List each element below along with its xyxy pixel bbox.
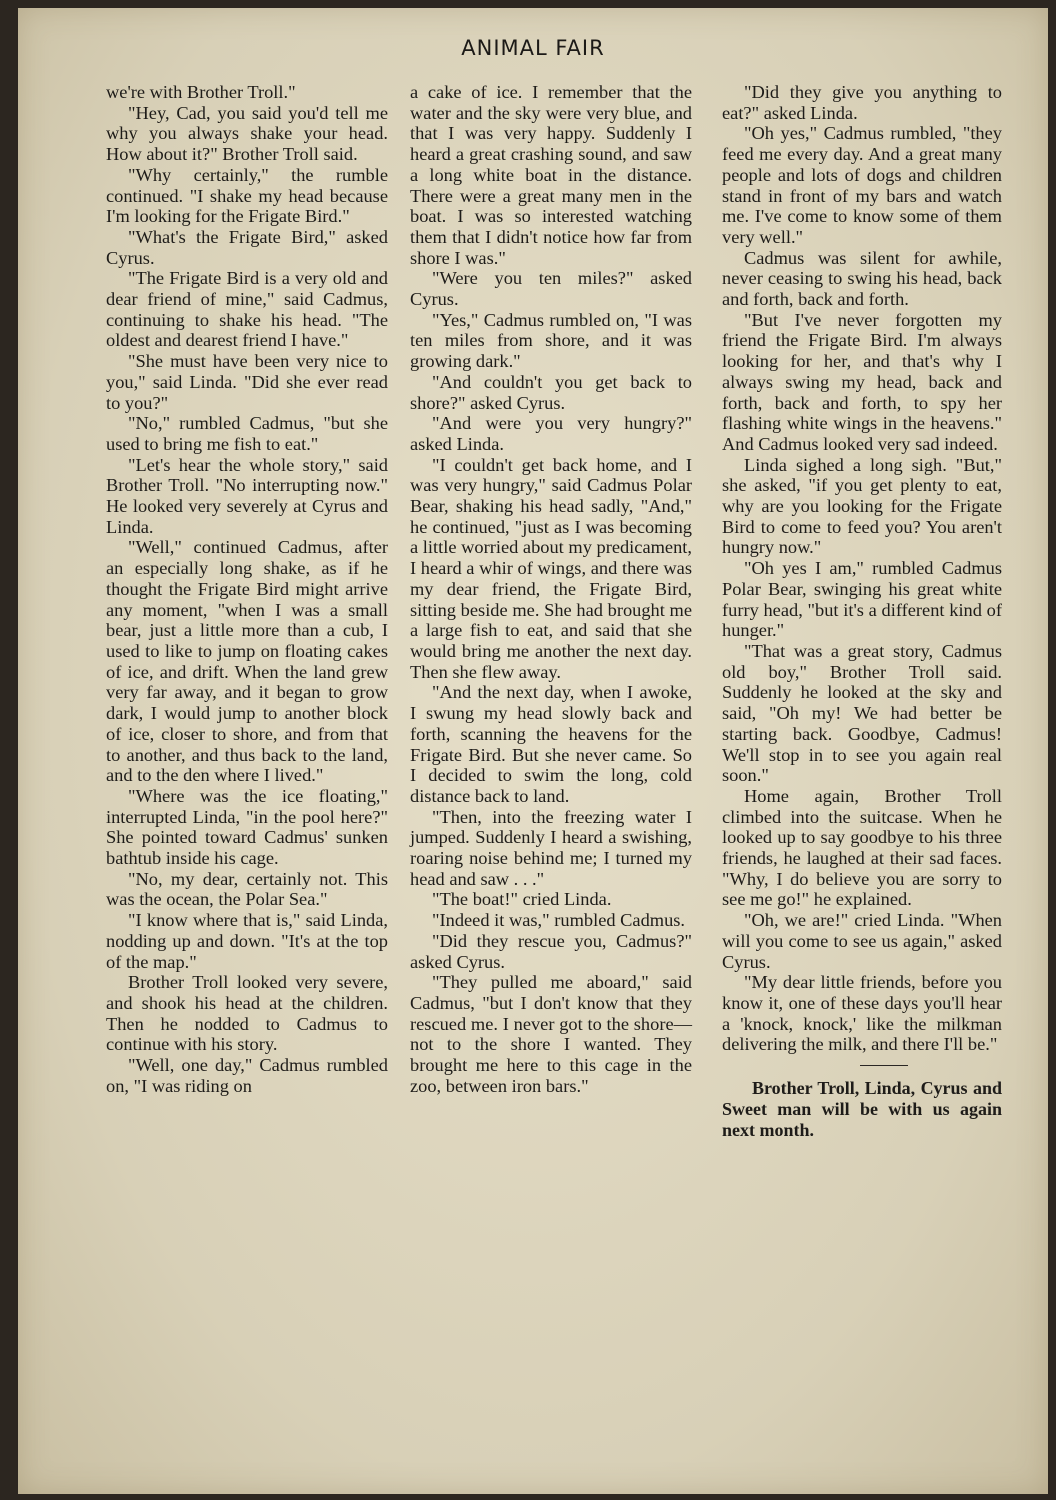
page-title: ANIMAL FAIR bbox=[461, 36, 605, 60]
paragraph: "No, my dear, certainly not. This was the ocean, the Polar Sea." bbox=[106, 868, 388, 910]
paragraph: "Yes," Cadmus rumbled on, "I was ten miles from shore, and it was growing dark." bbox=[410, 309, 692, 372]
paragraph: "No," rumbled Cadmus, "but she used to bring me fish to eat." bbox=[106, 413, 388, 454]
text-column-1 bbox=[106, 82, 388, 1096]
paragraph: "Well," continued Cadmus, after an especially long shake, as if he thought the Frigate Bird might arrive any moment, "when I was a small bear, just a little more than a cub, I used to like to jump on floating cakes of ice, and drift. When the land grew very far away, and it began to grow dark, I would jump to another block of ice, closer to shore, and from that to another, and thus back to the land, and to the den where I lived." bbox=[106, 537, 388, 786]
paragraph: "What's the Frigate Bird," asked Cyrus. bbox=[106, 226, 388, 268]
magazine-page bbox=[18, 8, 1048, 1494]
paragraph: "They pulled me aboard," said Cadmus, "but I don't know that they rescued me. I never got to the shore—not to the shore I wanted. They brought me here to this cage in the zoo, between iron bars." bbox=[410, 972, 692, 1096]
closing-note: Brother Troll, Linda, Cyrus and Sweet man will be with us again next month. bbox=[722, 1078, 1002, 1141]
paragraph: "Oh yes I am," rumbled Cadmus Polar Bear, swinging his great white furry head, "but it's a different kind of hunger." bbox=[722, 558, 1002, 641]
text-column-2 bbox=[410, 82, 692, 1096]
text-column-3 bbox=[722, 82, 1002, 1141]
paragraph: "The boat!" cried Linda. bbox=[432, 889, 612, 910]
paragraph: "She must have been very nice to you," said Linda. "Did she ever read to you?" bbox=[106, 351, 388, 413]
paragraph: "Oh yes," Cadmus rumbled, "they feed me every day. And a great many people and lots of dogs and children stand in front of my bars and watch me. I've come to know some of them very well." bbox=[722, 123, 1002, 247]
paragraph: Home again, Brother Troll climbed into the suitcase. When he looked up to say goodbye to his three friends, he laughed at their sad faces. "Why, I do believe you are sorry to see me go!" he explained. bbox=[722, 785, 1002, 910]
paragraph: "My dear little friends, before you know it, one of these days you'll hear a 'knock, knock,' like the milkman delivering the milk, and there I'll be." bbox=[722, 972, 1002, 1055]
paragraph: "That was a great story, Cadmus old boy," Brother Troll said. Suddenly he looked at the sky and said, "Oh my! We had better be starting back. Goodbye, Cadmus! We'll stop in to see you again real soon." bbox=[722, 640, 1002, 786]
paragraph: Cadmus was silent for awhile, never ceasing to swing his head, back and forth, back and forth. bbox=[722, 247, 1002, 310]
paragraph: "I couldn't get back home, and I was very hungry," said Cadmus Polar Bear, shaking his head sadly, "And," he continued, "just as I was becoming a little worried about my predicament, I heard a whir of wings, and there was my dear friend, the Frigate Bird, sitting beside me. She had brought me a large fish to eat, and said that she would bring me another the next day. Then she flew away. bbox=[410, 454, 692, 682]
paragraph: "The Frigate Bird is a very old and dear friend of mine," said Cadmus, continuing to shake his head. "The oldest and dearest friend I have." bbox=[106, 268, 388, 351]
paragraph: "Were you ten miles?" asked Cyrus. bbox=[410, 268, 692, 310]
paragraph: "And were you very hungry?" asked Linda. bbox=[410, 413, 692, 454]
paragraph: Brother Troll looked very severe, and shook his head at the children. Then he nodded to Cadmus to continue with his story. bbox=[106, 972, 388, 1055]
paragraph: "Did they give you anything to eat?" asked Linda. bbox=[722, 82, 1002, 123]
paragraph: "And the next day, when I awoke, I swung my head slowly back and forth, scanning the heavens for the Frigate Bird. But she never came. So I decided to swim the long, cold distance back to land. bbox=[410, 682, 692, 806]
paragraph: "Hey, Cad, you said you'd tell me why you always shake your head. How about it?" Brother Troll said. bbox=[106, 102, 388, 165]
paragraph: "And couldn't you get back to shore?" asked Cyrus. bbox=[410, 371, 692, 413]
paragraph: "Oh, we are!" cried Linda. "When will you come to see us again," asked Cyrus. bbox=[722, 910, 1002, 972]
paragraph: "Indeed it was," rumbled Cadmus. bbox=[432, 910, 686, 931]
paragraph: a cake of ice. I remember that the water and the sky were very blue, and that I was very happy. Suddenly I heard a great crashing sound, and saw a long white boat in the distance. There were a great many men in the boat. I was so interested watching them that I didn't notice how far from shore I was." bbox=[410, 82, 692, 268]
paragraph: "Did they rescue you, Cadmus?" asked Cyrus. bbox=[410, 930, 692, 972]
paragraph: "Why certainly," the rumble continued. "I shake my head because I'm looking for the Frigate Bird." bbox=[106, 164, 388, 227]
paragraph: "Let's hear the whole story," said Brother Troll. "No interrupting now." He looked very severely at Cyrus and Linda. bbox=[106, 454, 388, 537]
paragraph: "I know where that is," said Linda, nodding up and down. "It's at the top of the map." bbox=[106, 910, 388, 972]
paragraph: "Where was the ice floating," interrupted Linda, "in the pool here?" She pointed toward Cadmus' sunken bathtub inside his cage. bbox=[106, 785, 388, 869]
paragraph: "Then, into the freezing water I jumped. Suddenly I heard a swishing, roaring noise behind me; I turned my head and saw . . ." bbox=[410, 806, 692, 889]
paragraph: "Well, one day," Cadmus rumbled on, "I was riding on bbox=[106, 1055, 388, 1096]
paragraph: "But I've never forgotten my friend the Frigate Bird. I'm always looking for her, and that's why I always swing my head, back and forth, back and forth, to spy her flashing white wings in the heavens." And Cadmus looked very sad indeed. bbox=[722, 309, 1002, 454]
paragraph: Linda sighed a long sigh. "But," she asked, "if you get plenty to eat, why are you looking for the Frigate Bird to come to feed you? You aren't hungry now." bbox=[722, 454, 1002, 558]
paragraph: we're with Brother Troll." bbox=[106, 82, 296, 102]
section-divider bbox=[860, 1065, 908, 1066]
